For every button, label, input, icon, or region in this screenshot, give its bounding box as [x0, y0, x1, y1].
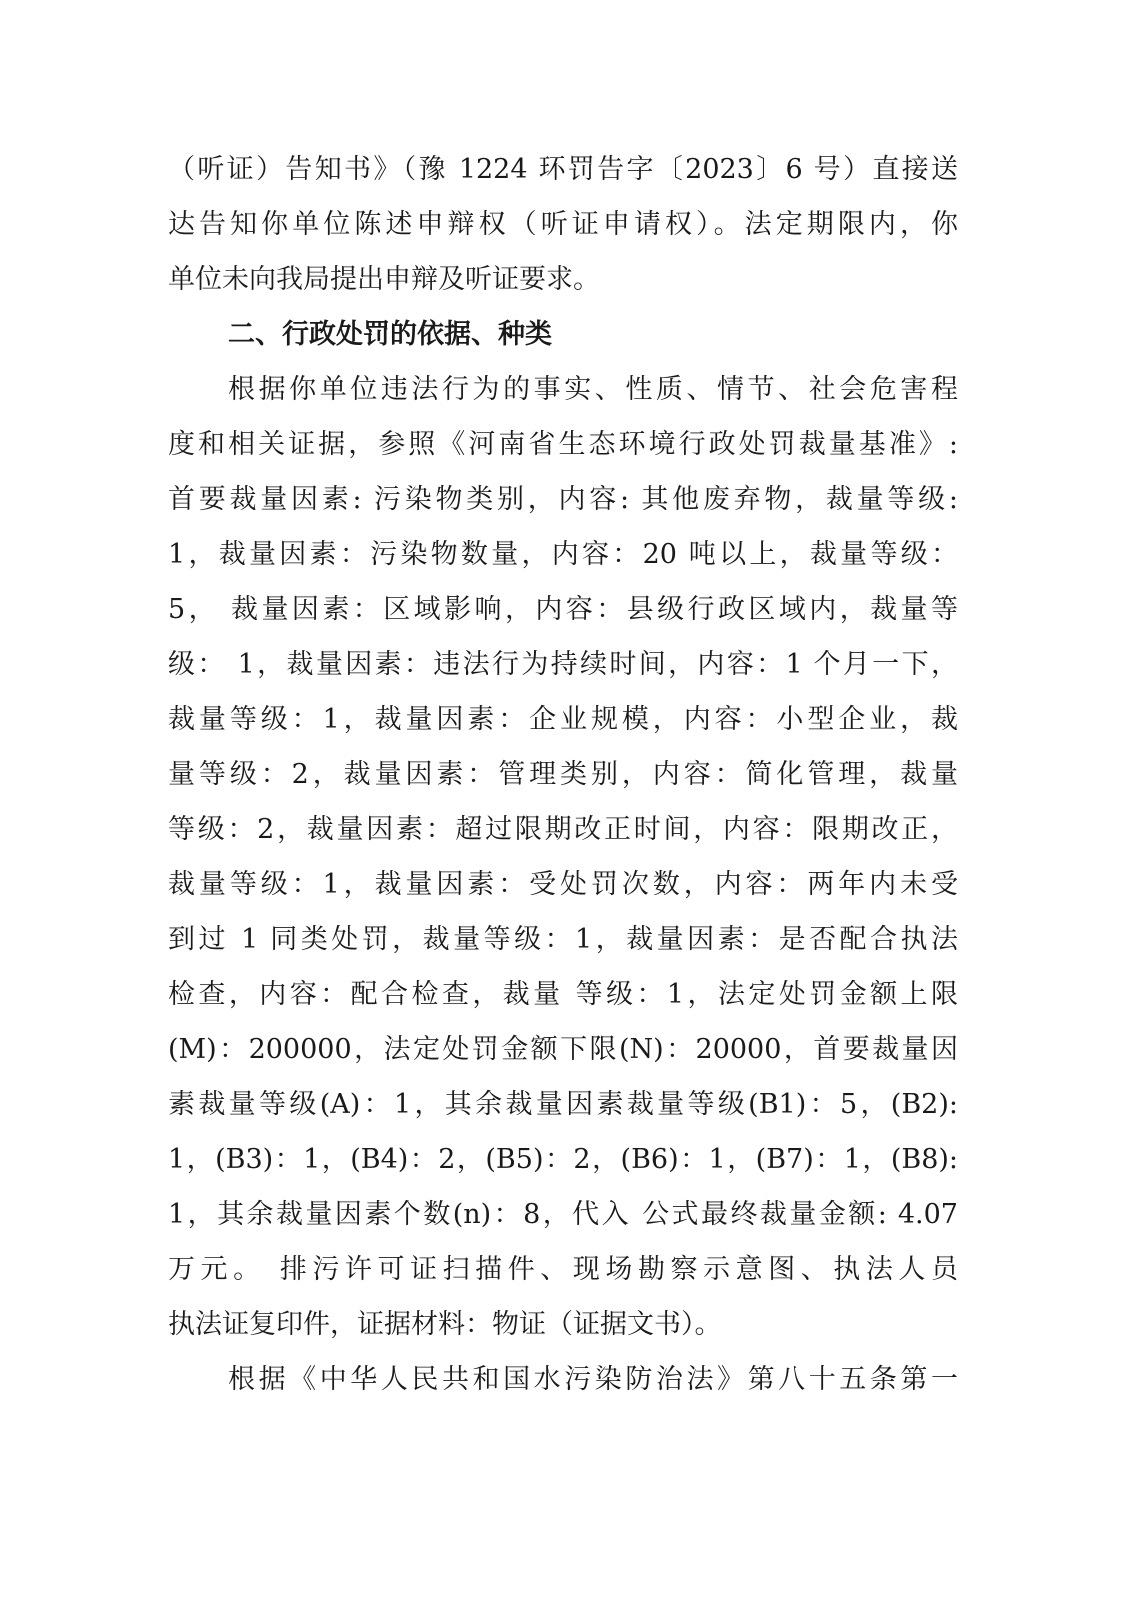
body-text-line: 根据《中华人民共和国水污染防治法》第八十五条第一 [228, 1364, 958, 1395]
body-text-line: 检查，内容：配合检查，裁量 等级：1，法定处罚金额上限 [168, 979, 958, 1010]
body-text-line: 1，(B3)：1，(B4)：2，(B5)：2，(B6)：1，(B7)：1，(B8): [168, 1144, 958, 1175]
body-text-line: 执法证复印件，证据材料：物证（证据文书）。 [168, 1309, 722, 1340]
body-text-line: 级： 1，裁量因素：违法行为持续时间，内容：1 个月一下， [168, 649, 958, 680]
body-text-line: 1，裁量因素：污染物数量，内容：20 吨以上，裁量等级： [168, 539, 958, 570]
body-text-line: 裁量等级：1，裁量因素：受处罚次数，内容：两年内未受 [168, 869, 958, 900]
body-text-line: 首要裁量因素: 污染物类别，内容: 其他废弃物，裁量等级: [168, 484, 958, 515]
body-text-line: 单位未向我局提出申辩及听证要求。 [168, 264, 600, 295]
body-text-line: （听证）告知书》（豫 1224 环罚告字〔2023〕6 号）直接送 [168, 154, 958, 185]
body-text-line: 素裁量等级(A)：1，其余裁量因素裁量等级(B1)：5，(B2): [168, 1089, 958, 1120]
body-text-line: 达告知你单位陈述申辩权（听证申请权）。法定期限内，你 [168, 209, 958, 240]
body-text-line: 裁量等级：1，裁量因素：企业规模，内容：小型企业，裁 [168, 704, 958, 735]
body-text-line: 到过 1 同类处罚，裁量等级：1，裁量因素：是否配合执法 [168, 924, 958, 955]
body-text-line: 1，其余裁量因素个数(n)：8，代入 公式最终裁量金额: 4.07 [168, 1199, 958, 1230]
body-text-line: 等级：2，裁量因素：超过限期改正时间，内容：限期改正， [168, 814, 958, 845]
body-text-line: 万元。 排污许可证扫描件、现场勘察示意图、执法人员 [168, 1254, 958, 1285]
body-text-line: (M)：200000，法定处罚金额下限(N)：20000，首要裁量因 [168, 1034, 958, 1065]
body-text-line: 量等级：2，裁量因素：管理类别，内容：简化管理，裁量 [168, 759, 958, 790]
section-heading: 二、行政处罚的依据、种类 [228, 319, 552, 350]
body-text-line: 度和相关证据，参照《河南省生态环境行政处罚裁量基准》: [168, 429, 958, 460]
body-text-line: 根据你单位违法行为的事实、性质、情节、社会危害程 [228, 374, 958, 405]
body-text-line: 5， 裁量因素：区域影响，内容：县级行政区域内，裁量等 [168, 594, 958, 625]
